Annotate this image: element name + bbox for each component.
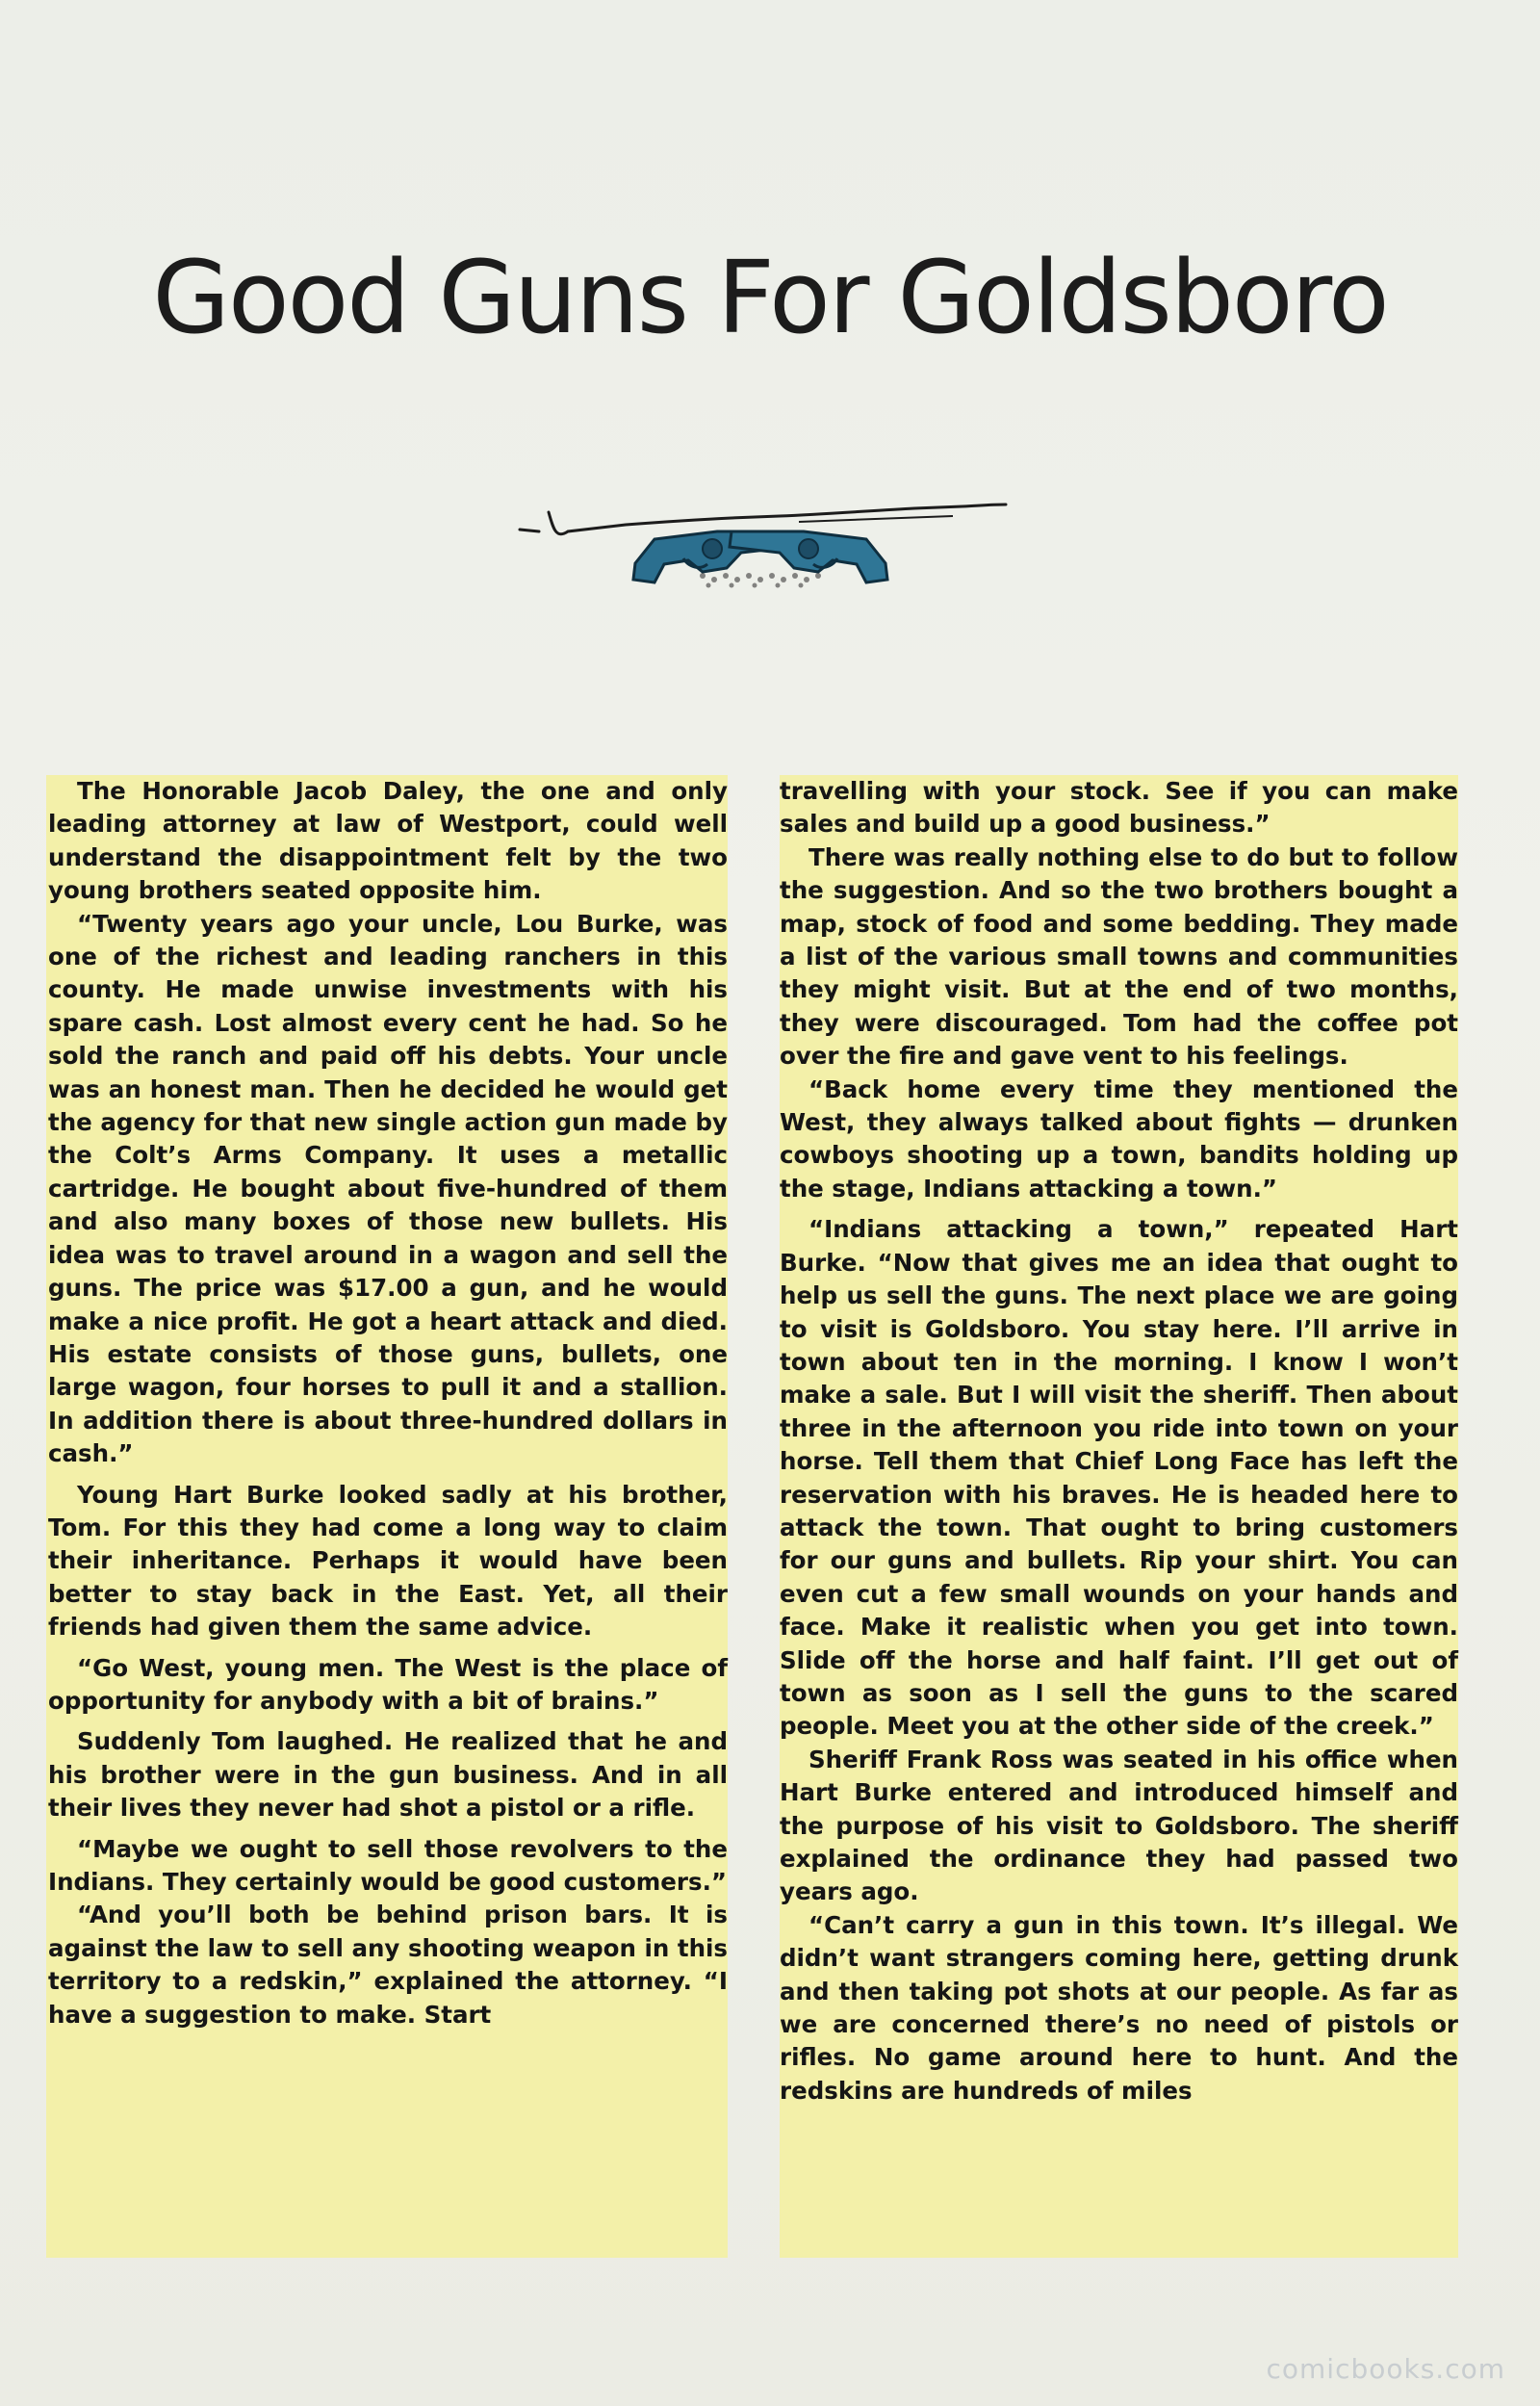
- text-column-right: [780, 775, 1458, 2258]
- paragraph: “Indians attacking a town,” repeated Hart Burke. “Now that gives me an idea that ought to help us sell the guns. The next place we are going to visit is Goldsboro. You stay here. I’ll arrive in town about ten in the morning. I know I won’t make a sale. But I will visit the sheriff. Then about three in the afternoon you ride into town on your horse. Tell them that Chief Long Face has left the reservation with his braves. He is headed here to attack the town. That ought to bring customers for our guns and bullets. Rip your shirt. You can even cut a few small wounds on your hands and face. Make it realistic when you get into town. Slide off the horse and half faint. I’ll get out of town as soon as I sell the guns to the scared people. Meet you at the other side of the creek.”: [780, 1215, 1458, 1741]
- paragraph: There was really nothing else to do but to follow the suggestion. And so the two brothers bought a map, stock of food and some bedding. They made a list of the various small towns and communities they might visit. But at the end of two months, they were discouraged. Tom had the coffee pot over the fire and gave vent to his feelings.: [780, 842, 1458, 1071]
- paragraph: “Go West, young men. The West is the place of opportunity for anybody with a bit of brains.”: [48, 1653, 728, 1715]
- paragraph: travelling with your stock. See if you can make sales and build up a good business.”: [780, 777, 1458, 839]
- text-column-left: [46, 775, 728, 2258]
- story-title: Good Guns For Goldsboro: [152, 239, 1388, 356]
- paragraph: Sheriff Frank Ross was seated in his office when Hart Burke entered and introduced himself and the purpose of his visit to Goldsboro. The sheriff explained the ordinance they had passed two years ago.: [780, 1745, 1458, 1906]
- paragraph: “Back home every time they mentioned the West, they always talked about fights — drunken cowboys shooting up a town, bandits holding up the stage, Indians attacking a town.”: [780, 1074, 1458, 1203]
- paragraph: “Maybe we ought to sell those revolvers to the Indians. They certainly would be good customers.”: [48, 1834, 728, 1896]
- paragraph: Young Hart Burke looked sadly at his brother, Tom. For this they had come a long way to claim their inheritance. Perhaps it would have been better to stay back in the East. Yet, all their friends had given them the same advice.: [48, 1480, 728, 1642]
- crossed-revolvers-icon: [510, 472, 1011, 597]
- paragraph: The Honorable Jacob Daley, the one and only leading attorney at law of Westport, could well understand the disappointment felt by the two young brothers seated opposite him.: [48, 777, 728, 905]
- paragraph: “And you’ll both be behind prison bars. It is against the law to sell any shooting weapon in this territory to a redskin,” explained the attorney. “I have a suggestion to make. Start: [48, 1901, 728, 2029]
- paragraph: Suddenly Tom laughed. He realized that he and his brother were in the gun business. And in all their lives they never had shot a pistol or a rifle.: [48, 1727, 728, 1823]
- site-watermark: comicbooks.com: [1266, 2353, 1505, 2385]
- paragraph: “Twenty years ago your uncle, Lou Burke, was one of the richest and leading ranchers in this county. He made unwise investments with his spare cash. Lost almost every cent he had. So he sold the ranch and paid off his debts. Your uncle was an honest man. Then he decided he would get the agency for that new single action gun made by the Colt’s Arms Company. It uses a metallic cartridge. He bought about five-hundred of them and also many boxes of those new bullets. His idea was to travel around in a wagon and sell the guns. The price was $17.00 a gun, and he would make a nice profit. He got a heart attack and died. His estate consists of those guns, bullets, one large wagon, four horses to pull it and a stallion. In addition there is about three-hundred dollars in cash.”: [48, 909, 728, 1468]
- paragraph: “Can’t carry a gun in this town. It’s illegal. We didn’t want strangers coming here, getting drunk and then taking pot shots at our people. As far as we are concerned there’s no need of pistols or rifles. No game around here to hunt. And the redskins are hundreds of miles: [780, 1910, 1458, 2105]
